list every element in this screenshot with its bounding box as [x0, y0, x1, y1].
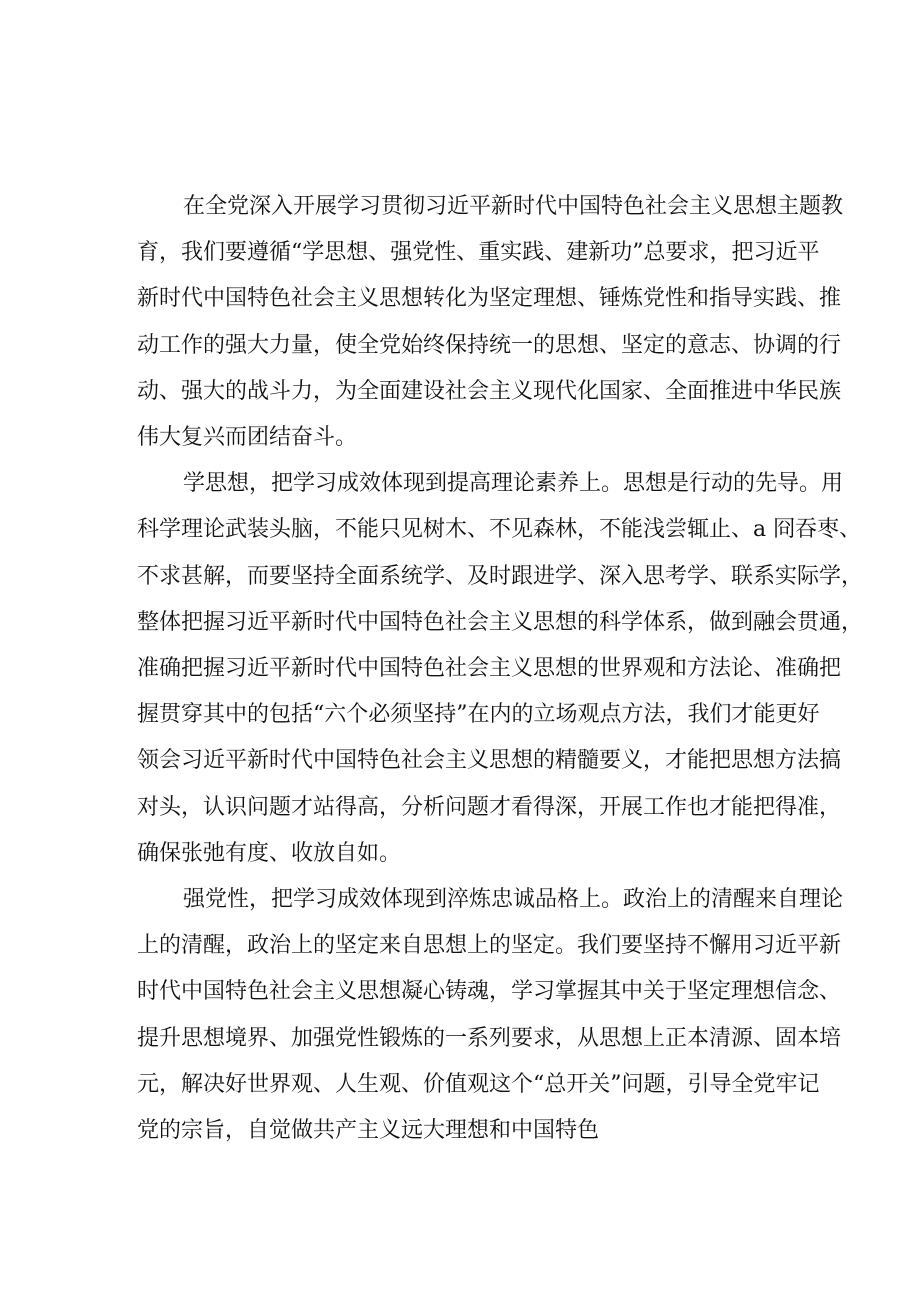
- text-line: 育，我们要遵循“学思想、强党性、重实践、建新功”总要求，把习近平: [137, 240, 820, 266]
- paragraph-study-thought: [137, 461, 864, 877]
- text-line: 科学理论武装头脑，不能只见树木、不见森林，不能浅尝辄止、a 冏吞枣、: [137, 517, 862, 543]
- text-line: 上的清醒，政治上的坚定来自思想上的坚定。我们要坚持不懈用习近平新: [137, 933, 842, 959]
- paragraph-strengthen-party: [137, 877, 844, 1154]
- text-line: 确保张弛有度、收放自如。: [137, 840, 402, 866]
- text-line: 学思想，把学习成效体现到提高理论素养上。思想是行动的先导。用: [183, 471, 844, 497]
- text-line: 动、强大的战斗力，为全面建设社会主义现代化国家、全面推进中华民族: [137, 378, 842, 404]
- text-line: 整体把握习近平新时代中国特色社会主义思想的科学体系，做到融会贯通，: [137, 609, 864, 635]
- text-line: 领会习近平新时代中国特色社会主义思想的精髓要义，才能把思想方法搞: [137, 748, 842, 774]
- text-line: 对头，认识问题才站得高，分析问题才看得深，开展工作也才能把得准，: [137, 794, 842, 820]
- paragraph-intro: [137, 184, 844, 461]
- text-line: 伟大复兴而团结奋斗。: [137, 425, 358, 451]
- text-line: 新时代中国特色社会主义思想转化为坚定理想、锤炼党性和指导实践、推: [137, 286, 842, 312]
- text-line: 不求甚解，而要坚持全面系统学、及时跟进学、深入思考学、联系实际学，: [137, 563, 864, 589]
- text-line: 动工作的强大力量，使全党始终保持统一的思想、坚定的意志、协调的行: [137, 332, 842, 358]
- text-line: 党的宗旨，自觉做共产主义远大理想和中国特色: [137, 1118, 600, 1144]
- text-line: 提升思想境界、加强党性锻炼的一系列要求，从思想上正本清源、固本培: [137, 1025, 842, 1051]
- text-line: 在全党深入开展学习贯彻习近平新时代中国特色社会主义思想主题教: [183, 194, 844, 219]
- text-line: 握贯穿其中的包括“六个必须坚持”在内的立场观点方法，我们才能更好: [137, 702, 820, 728]
- text-line: 强党性，把学习成效体现到淬炼忠诚品格上。政治上的清醒来自理论: [183, 887, 844, 913]
- text-line: 准确把握习近平新时代中国特色社会主义思想的世界观和方法论、准确把: [137, 656, 842, 682]
- text-line: 元，解决好世界观、人生观、价值观这个“总开关”问题，引导全党牢记: [137, 1071, 820, 1097]
- document-body: [137, 184, 864, 1154]
- text-line: 时代中国特色社会主义思想凝心铸魂，学习掌握其中关于坚定理想信念、: [137, 979, 842, 1005]
